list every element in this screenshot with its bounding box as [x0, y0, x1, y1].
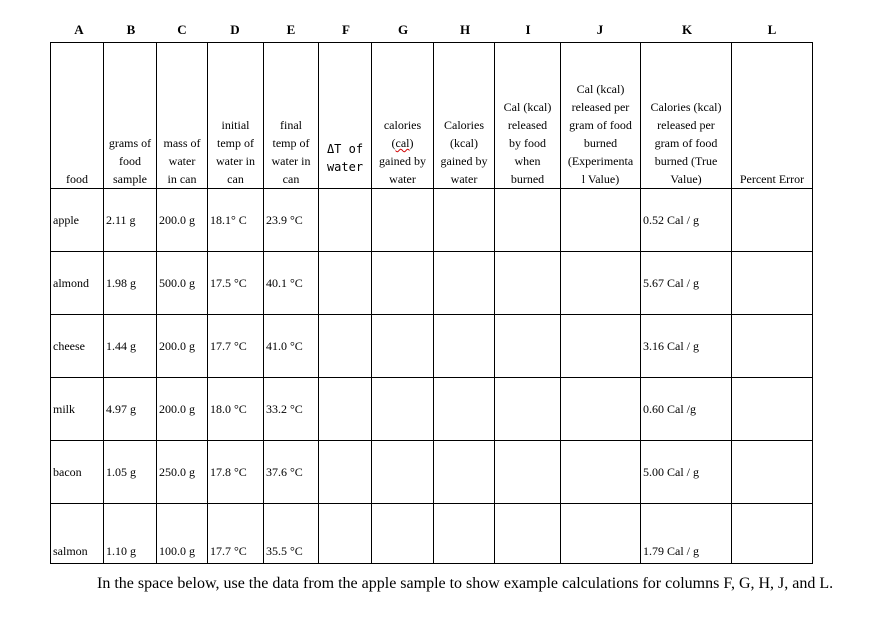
percent-error-cell[interactable]	[732, 315, 813, 378]
food-cell: cheese	[51, 315, 104, 378]
delta-t-cell[interactable]	[319, 189, 372, 252]
kcal-released-cell[interactable]	[495, 189, 561, 252]
column-letter: G	[397, 22, 409, 37]
experimental-value-cell[interactable]	[561, 378, 641, 441]
column-letter: F	[342, 22, 350, 37]
true-value-cell: 0.52 Cal / g	[641, 189, 732, 252]
initial-temp-cell: 18.0 °C	[208, 378, 264, 441]
kcal-released-cell[interactable]	[495, 378, 561, 441]
food-cell: apple	[51, 189, 104, 252]
delta-t-cell[interactable]	[319, 315, 372, 378]
mass-cell: 200.0 g	[157, 378, 208, 441]
kcal-gained-cell[interactable]	[434, 189, 495, 252]
column-letter: E	[286, 22, 296, 37]
percent-error-cell[interactable]	[732, 252, 813, 315]
header-final-temp: final temp of water in can	[264, 43, 319, 189]
final-temp-cell: 33.2 °C	[264, 378, 319, 441]
percent-error-cell[interactable]	[732, 189, 813, 252]
header-mass: mass of water in can	[157, 43, 208, 189]
mass-cell: 500.0 g	[157, 252, 208, 315]
table-row	[51, 378, 813, 441]
header-initial-temp: initial temp of water in can	[208, 43, 264, 189]
table-row	[51, 189, 813, 252]
mass-cell: 250.0 g	[157, 441, 208, 504]
column-letter: B	[126, 22, 136, 37]
header-delta-t: ΔT of water	[319, 43, 372, 189]
experimental-value-cell[interactable]	[561, 315, 641, 378]
grams-cell: 1.44 g	[104, 315, 157, 378]
column-letter: H	[459, 22, 471, 37]
experimental-value-cell[interactable]	[561, 441, 641, 504]
header-true-value: Calories (kcal) released per gram of food burned (True Value)	[641, 43, 732, 189]
final-temp-cell: 41.0 °C	[264, 315, 319, 378]
header-food: food	[51, 43, 104, 189]
percent-error-cell[interactable]	[732, 504, 813, 564]
kcal-released-cell[interactable]	[495, 252, 561, 315]
column-letter: J	[596, 22, 604, 37]
kcal-gained-cell[interactable]	[434, 315, 495, 378]
kcal-gained-cell[interactable]	[434, 441, 495, 504]
header-kcal-released: Cal (kcal) released by food when burned	[495, 43, 561, 189]
kcal-released-cell[interactable]	[495, 504, 561, 564]
initial-temp-cell: 17.7 °C	[208, 315, 264, 378]
grams-cell: 1.05 g	[104, 441, 157, 504]
true-value-cell: 1.79 Cal / g	[641, 504, 732, 564]
column-letter: L	[767, 22, 777, 37]
delta-t-cell[interactable]	[319, 441, 372, 504]
final-temp-cell: 35.5 °C	[264, 504, 319, 564]
true-value-cell: 5.00 Cal / g	[641, 441, 732, 504]
percent-error-cell[interactable]	[732, 441, 813, 504]
calories-gained-cell[interactable]	[372, 378, 434, 441]
food-cell: almond	[51, 252, 104, 315]
food-cell: bacon	[51, 441, 104, 504]
column-letter: I	[525, 22, 531, 37]
calories-gained-cell[interactable]	[372, 504, 434, 564]
kcal-gained-cell[interactable]	[434, 504, 495, 564]
column-letter: C	[177, 22, 187, 37]
table-row	[51, 252, 813, 315]
grams-cell: 2.11 g	[104, 189, 157, 252]
mass-cell: 200.0 g	[157, 315, 208, 378]
true-value-cell: 5.67 Cal / g	[641, 252, 732, 315]
grams-cell: 1.10 g	[104, 504, 157, 564]
true-value-cell: 3.16 Cal / g	[641, 315, 732, 378]
table-row	[51, 315, 813, 378]
kcal-gained-cell[interactable]	[434, 252, 495, 315]
initial-temp-cell: 18.1° C	[208, 189, 264, 252]
initial-temp-cell: 17.5 °C	[208, 252, 264, 315]
header-kcal-gained: Calories (kcal) gained by water	[434, 43, 495, 189]
table-row	[51, 441, 813, 504]
final-temp-cell: 23.9 °C	[264, 189, 319, 252]
experimental-value-cell[interactable]	[561, 189, 641, 252]
mass-cell: 200.0 g	[157, 189, 208, 252]
header-experimental-value: Cal (kcal) released per gram of food burned (Experimenta l Value)	[561, 43, 641, 189]
initial-temp-cell: 17.8 °C	[208, 441, 264, 504]
kcal-released-cell[interactable]	[495, 315, 561, 378]
calories-gained-cell[interactable]	[372, 252, 434, 315]
table-row	[51, 504, 813, 564]
data-table	[50, 42, 813, 564]
experimental-value-cell[interactable]	[561, 252, 641, 315]
grams-cell: 1.98 g	[104, 252, 157, 315]
final-temp-cell: 37.6 °C	[264, 441, 319, 504]
header-row	[51, 43, 813, 189]
header-grams: grams of food sample	[104, 43, 157, 189]
instructions-text: In the space below, use the data from the apple sample to show example calculations for columns F, G, H, J, and L.	[97, 575, 834, 592]
kcal-gained-cell[interactable]	[434, 378, 495, 441]
header-percent-error: Percent Error	[732, 43, 813, 189]
food-cell: salmon	[51, 504, 104, 564]
experimental-value-cell[interactable]	[561, 504, 641, 564]
delta-t-cell[interactable]	[319, 252, 372, 315]
food-cell: milk	[51, 378, 104, 441]
true-value-cell: 0.60 Cal /g	[641, 378, 732, 441]
calories-gained-cell[interactable]	[372, 315, 434, 378]
kcal-released-cell[interactable]	[495, 441, 561, 504]
header-calories-gained: calories (cal) gained by water	[372, 43, 434, 189]
calories-gained-cell[interactable]	[372, 189, 434, 252]
column-letter: D	[230, 22, 240, 37]
initial-temp-cell: 17.7 °C	[208, 504, 264, 564]
delta-t-cell[interactable]	[319, 504, 372, 564]
final-temp-cell: 40.1 °C	[264, 252, 319, 315]
mass-cell: 100.0 g	[157, 504, 208, 564]
delta-t-cell[interactable]	[319, 378, 372, 441]
column-letter: K	[681, 22, 693, 37]
calories-gained-cell[interactable]	[372, 441, 434, 504]
percent-error-cell[interactable]	[732, 378, 813, 441]
column-letter: A	[74, 22, 84, 37]
grams-cell: 4.97 g	[104, 378, 157, 441]
